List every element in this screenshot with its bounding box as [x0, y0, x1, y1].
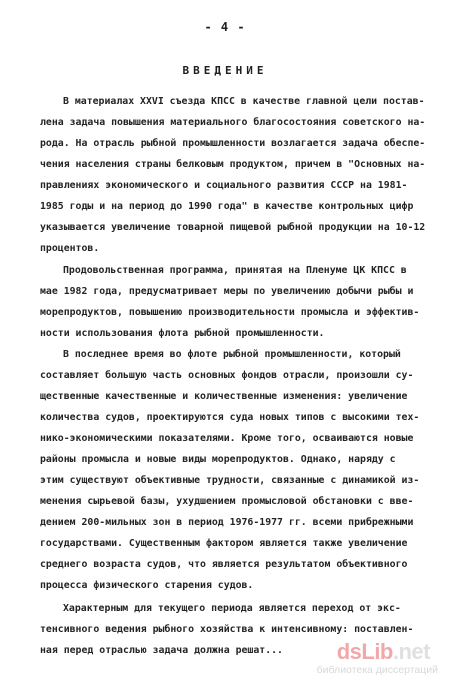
text-line: правлениях экономического и социального развития СССР на 1981-	[40, 180, 408, 191]
text-line: В материалах XXVI съезда КПСС в качестве главной цели постав-	[63, 96, 425, 107]
section-heading: ВВЕДЕНИЕ	[182, 64, 268, 77]
watermark-logo	[337, 639, 430, 665]
watermark-logo-suffix: .net	[392, 639, 430, 664]
text-line: Характерным для текущего периода является переход от экс-	[63, 603, 401, 614]
text-line: процесса физического старения судов.	[40, 580, 254, 591]
watermark-subtitle: библиотека диссертаций	[316, 664, 438, 676]
text-line: составляет большую часть основных фондов отрасли, произошли су-	[40, 370, 414, 381]
text-line: рода. На отрасль рыбной промышленности возлагается задача обеспе-	[40, 138, 426, 149]
text-line: тенсивного ведения рыбного хозяйства к интенсивному: поставлен-	[40, 624, 414, 635]
text-line: ная перед отраслью задача должна решат...	[40, 645, 283, 656]
watermark	[316, 637, 444, 679]
text-line: 1985 годы и на период до 1990 года" в качестве контрольных цифр	[40, 201, 414, 212]
text-line: нико-экономическими показателями. Кроме того, осваиваются новые	[40, 433, 414, 444]
watermark-logo-main: dsLib	[336, 639, 393, 664]
text-line: морепродуктов, повышению производительности промысла и эффектив-	[40, 307, 420, 318]
text-line: ности использования флота рыбной промышленности.	[40, 328, 325, 339]
text-line: мае 1982 года, предусматривает меры по увеличению добычи рыбы и	[40, 286, 414, 297]
text-line: В последнее время во флоте рыбной промышленности, который	[63, 349, 401, 360]
text-line: Продовольственная программа, принятая на Пленуме ЦК КПСС в	[63, 265, 407, 276]
text-line: среднего возраста судов, что является результатом объективного	[40, 559, 408, 570]
text-line: менения сырьевой базы, ухудшением промысловой обстановки с вве-	[40, 496, 414, 507]
text-line: количества судов, проектируются суда новых типов с высокими тех-	[40, 412, 420, 423]
text-line: дением 200-мильных зон в период 1976-1977 гг. всеми прибрежными	[40, 517, 414, 528]
text-line: щественные качественные и количественные изменения: увеличение	[40, 391, 408, 402]
text-line: лена задача повышения материального благосостояния советского на-	[40, 117, 426, 128]
text-line: этим существуют объективные трудности, связанные с динамикой из-	[40, 475, 420, 486]
text-line: чения населения страны белковым продуктом, причем в "Основных на-	[40, 159, 426, 170]
text-line: районы промысла и новые виды морепродуктов. Однако, наряду с	[40, 454, 396, 465]
text-line: государствами. Существенным фактором является также увеличение	[40, 538, 408, 549]
text-line: указывается увеличение товарной пищевой рыбной продукции на 10-12	[40, 222, 426, 233]
page-number: - 4 -	[204, 20, 246, 34]
text-line: процентов.	[40, 243, 100, 254]
